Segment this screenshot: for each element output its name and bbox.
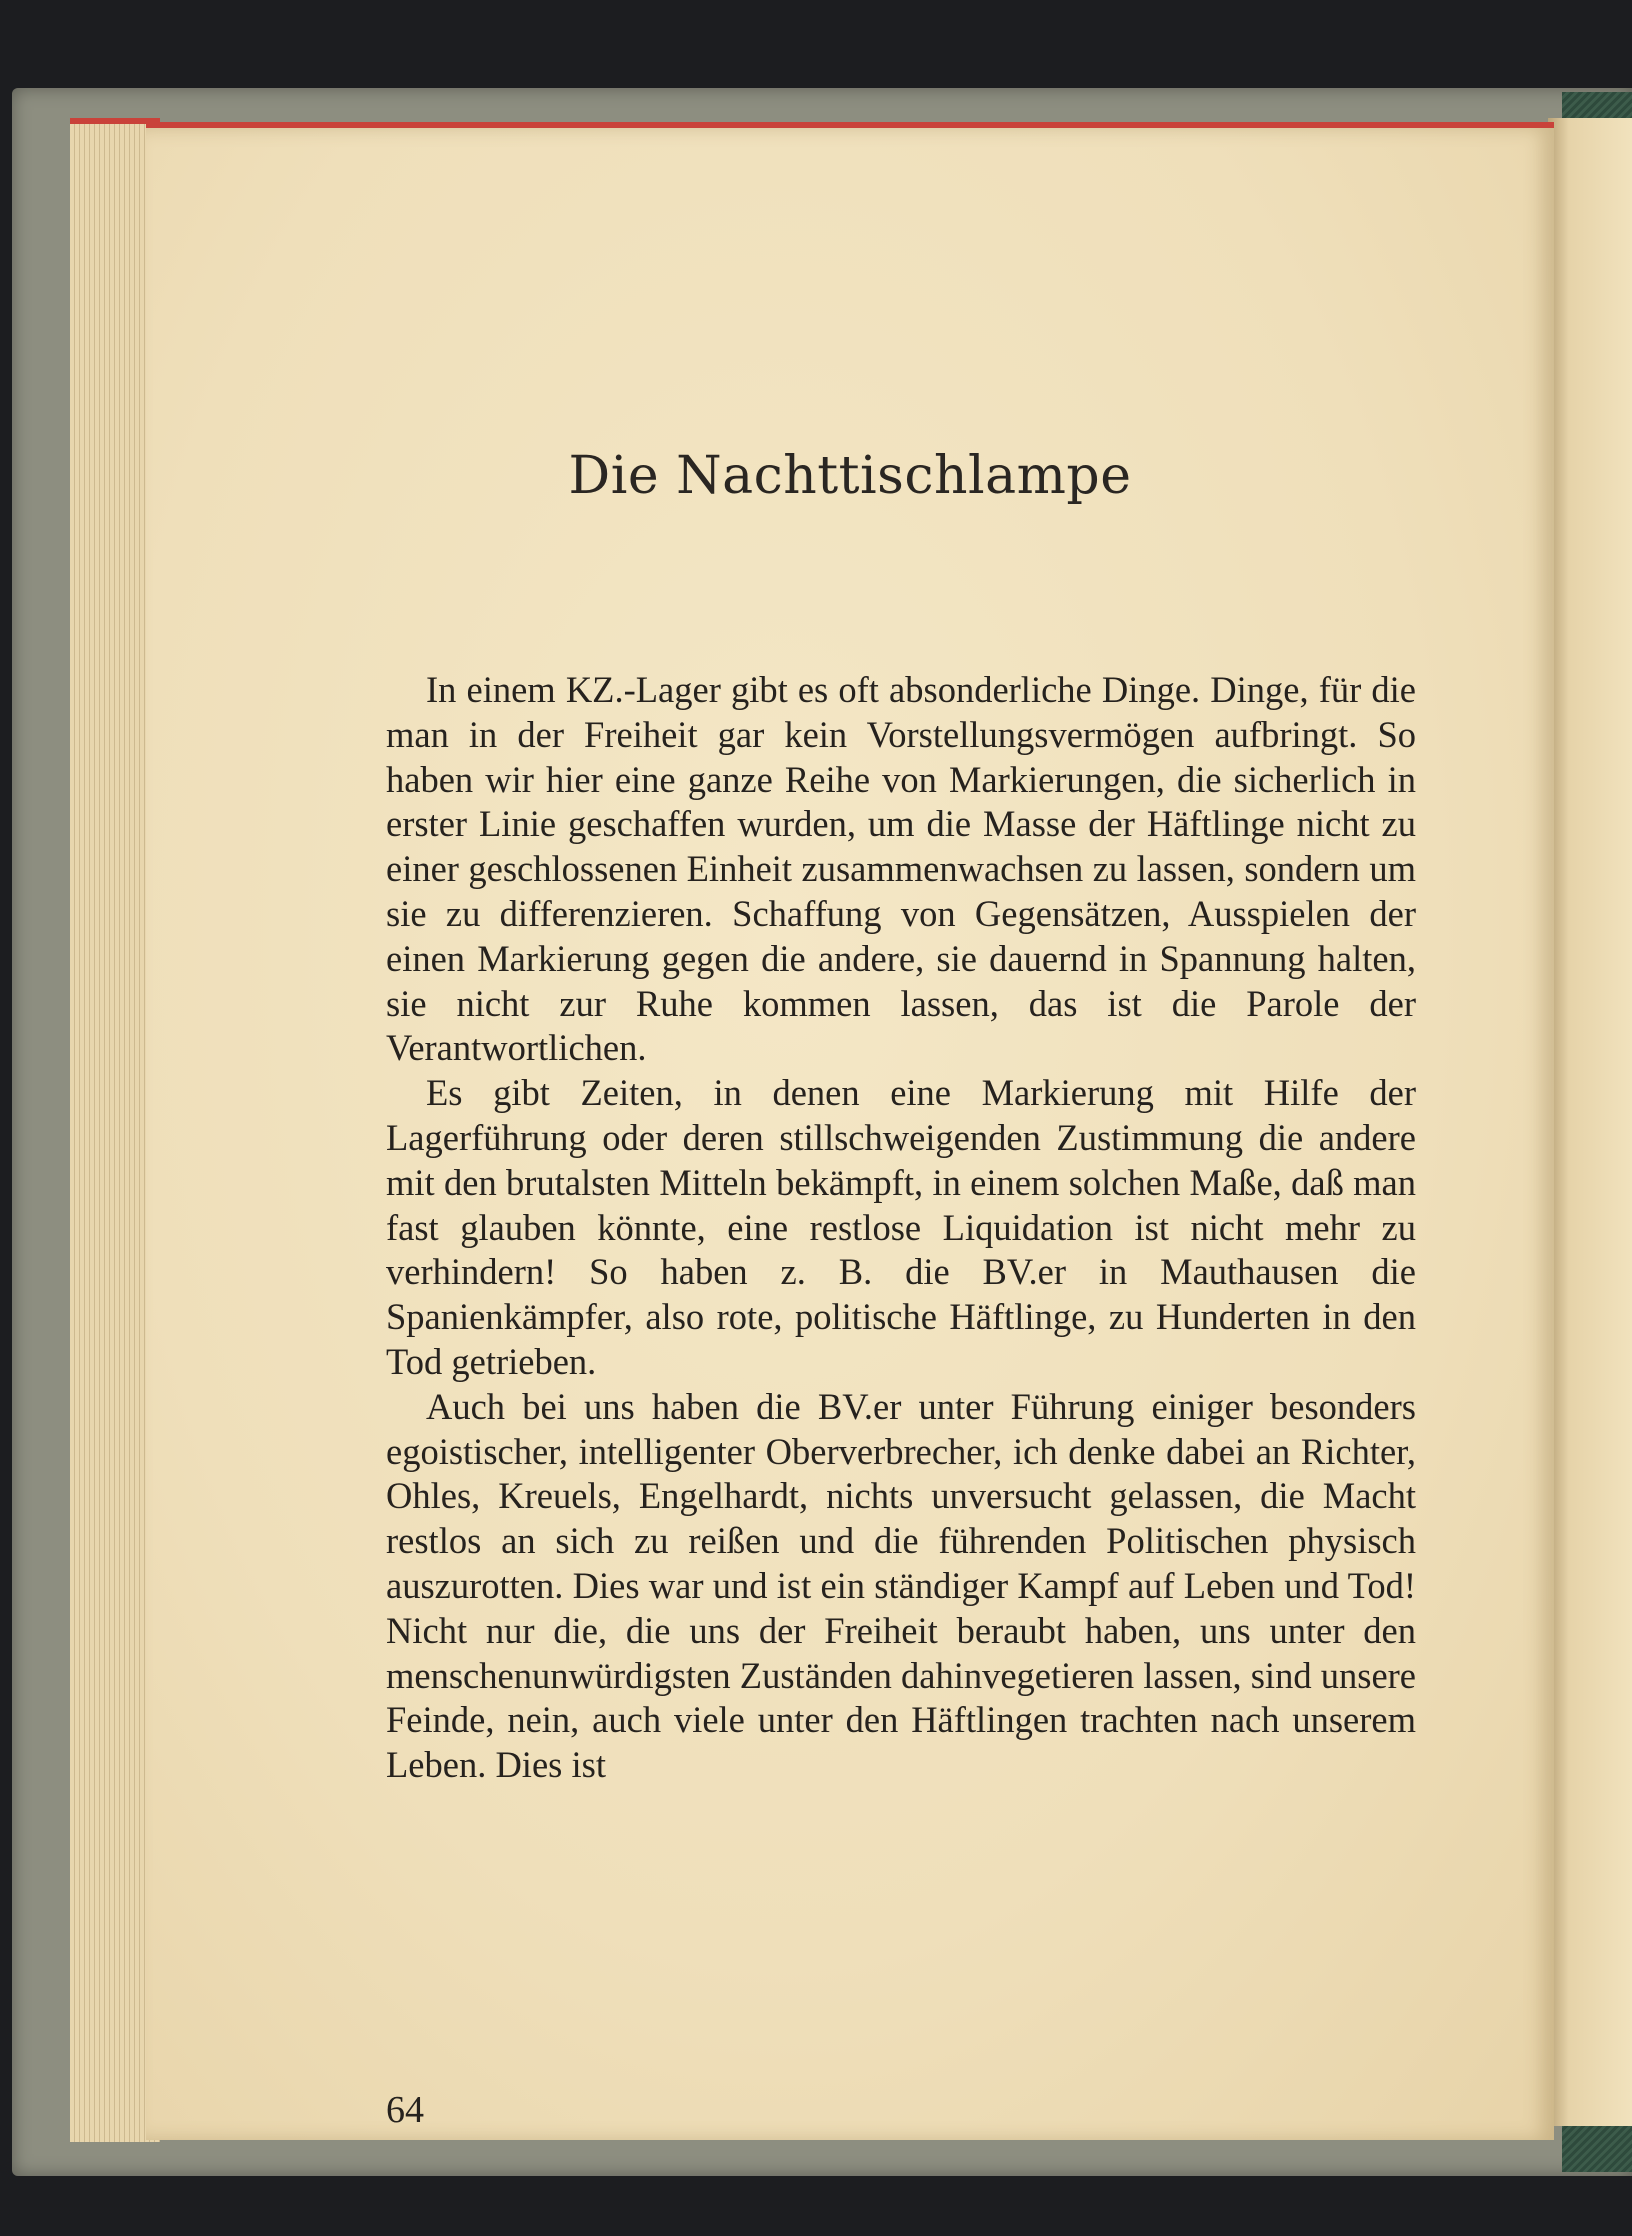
book-page xyxy=(146,122,1554,2140)
page-number: 64 xyxy=(386,2089,424,2131)
facing-page-edge xyxy=(1548,118,1632,2126)
paragraph-3: Auch bei uns haben die BV.er unter Führung einiger besonders egoistischer, intelligenter Oberverbrecher, ich denke dabei an Richter, Ohles, Kreuels, Engelhardt, nichts unversucht gelassen, die Macht restlos an sich zu reißen und die führenden Politischen physisch auszurotten. Dies war und ist ein ständiger Kampf auf Leben und Tod! Nicht nur die, die uns der Freiheit beraubt haben, uns unter den menschenunwürdigsten Zuständen dahinvegetieren lassen, sind unsere Feinde, nein, auch viele unter den Häftlingen trachten nach unserem Leben. Dies ist xyxy=(386,1385,1416,1786)
body-text xyxy=(386,668,1416,1788)
chapter-title: Die Nachttischlampe xyxy=(568,446,1132,506)
paragraph-1: In einem KZ.-Lager gibt es oft absonderliche Dinge. Dinge, für die man in der Freiheit gar kein Vorstellungsvermögen aufbringt. So haben wir hier eine ganze Reihe von Markierungen, die sicherlich in erster Linie geschaffen wurden, um die Masse der Häftlinge nicht zu einer geschlossenen Einheit zusammenwachsen zu lassen, sondern um sie zu differenzieren. Schaffung von Gegensätzen, Ausspielen der einen Markierung gegen die andere, sie dauernd in Spannung halten, sie nicht zur Ruhe kommen lassen, das ist die Parole der Verantwortlichen. xyxy=(386,669,1416,1069)
paragraph-2: Es gibt Zeiten, in denen eine Markierung mit Hilfe der Lagerführung oder deren stillschweigenden Zustimmung die andere mit den brutalsten Mitteln bekämpft, in einem solchen Maße, daß man fast glauben könnte, eine restlose Liquidation ist nicht mehr zu verhindern! So haben z. B. die BV.er in Mauthausen die Spanienkämpfer, also rote, politische Häftlinge, zu Hunderten in den Tod getrieben. xyxy=(386,1072,1416,1382)
